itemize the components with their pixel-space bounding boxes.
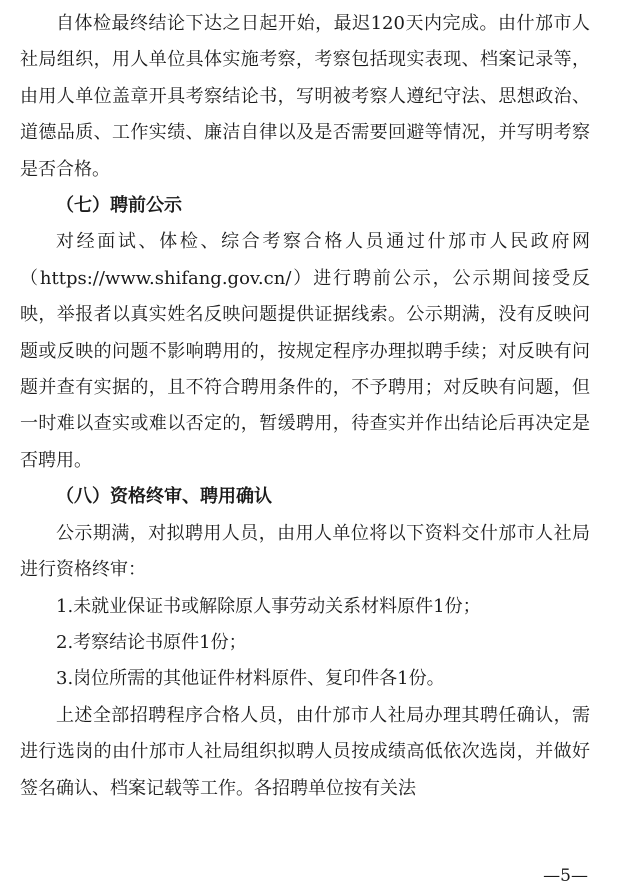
section-heading-pre-employment-publicity: （七）聘前公示 — [56, 195, 182, 217]
document-body — [20, 0, 590, 807]
list-item-3: 3.岗位所需的其他证件材料原件、复印件各1份。 — [56, 668, 445, 690]
paragraph-inspection-conclusion: 自体检最终结论下达之日起开始，最迟120天内完成。由什邡市人社局组织，用人单位具体实施考察，考察包括现实表现、档案记录等，由用人单位盖章开具考察结论书，写明被考察人遵纪守法、思想政治、道德品质、工作实绩、廉洁自律以及是否需要回避等情况，并写明考察是否合格。 — [20, 13, 590, 180]
paragraph-final-review-intro: 公示期满，对拟聘用人员，由用人单位将以下资料交什邡市人社局进行资格终审： — [20, 522, 590, 581]
paragraph-employment-confirmation: 上述全部招聘程序合格人员，由什邡市人社局办理其聘任确认，需进行选岗的由什邡市人社局组织拟聘人员按成绩高低依次选岗，并做好签名确认、档案记载等工作。各招聘单位按有关法 — [20, 704, 590, 799]
list-item-1: 1.未就业保证书或解除原人事劳动关系材料原件1份； — [56, 595, 481, 617]
paragraph-publicity-details: 对经面试、体检、综合考察合格人员通过什邡市人民政府网（https://www.shifang.gov.cn/）进行聘前公示，公示期间接受反映，举报者以真实姓名反映问题提供证据线索。公示期满，没有反映问题或反映的问题不影响聘用的，按规定程序办理拟聘手续；对反映有问题并查有实据的，且不符合聘用条件的，不予聘用；对反映有问题，但一时难以查实或难以否定的，暂缓聘用，待查实并作出结论后再决定是否聘用。 — [20, 231, 590, 471]
page-number: —5— — [543, 866, 588, 886]
list-item-2: 2.考察结论书原件1份； — [56, 631, 247, 653]
section-heading-final-review: （八）资格终审、聘用确认 — [56, 486, 272, 508]
